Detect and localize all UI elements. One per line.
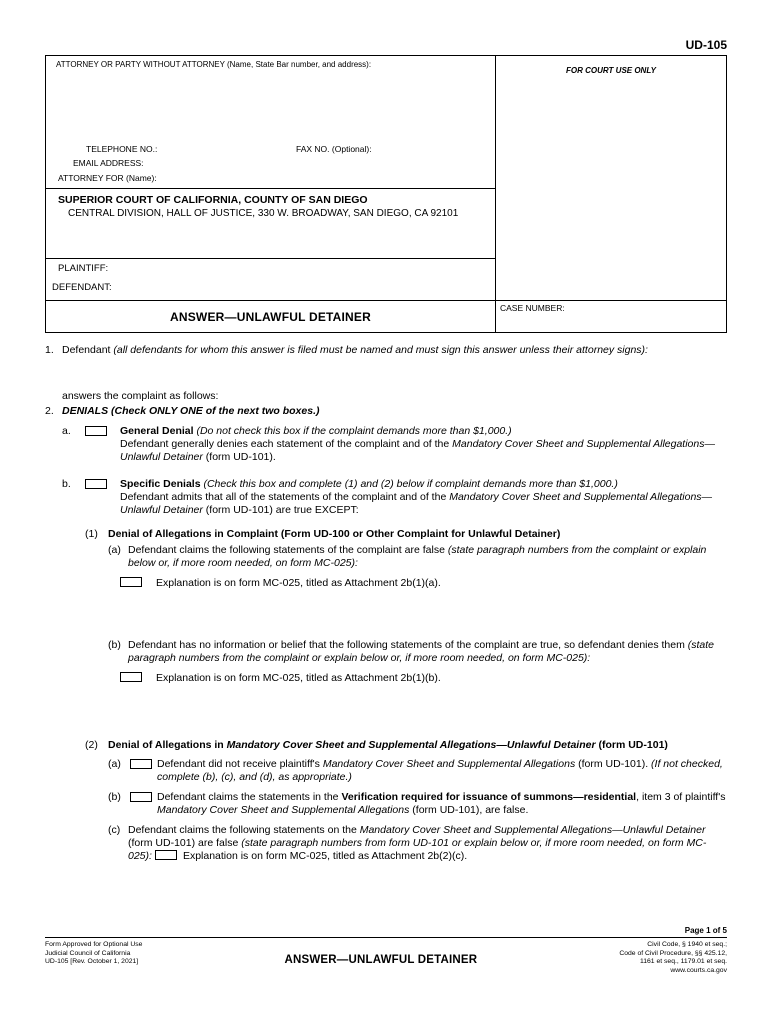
item-2b2a-row: [45, 758, 727, 784]
text-run: (form UD-101).: [202, 451, 276, 463]
item-1-number: 1.: [45, 344, 54, 356]
explanation-2b2c-checkbox[interactable]: [155, 850, 177, 860]
item-2b2-number: (2): [85, 739, 98, 751]
text-run: Defendant did not receive plaintiff's: [157, 758, 323, 770]
item-2b1a-text: [128, 544, 727, 570]
specific-denials-body: [120, 491, 727, 517]
form-footer: [45, 926, 727, 975]
checkbox-cell: [85, 425, 120, 440]
attorney-label: ATTORNEY OR PARTY WITHOUT ATTORNEY (Name, State Bar number, and address):: [56, 60, 372, 69]
item-1-follow: answers the complaint as follows:: [62, 390, 219, 402]
footer-form-title: ANSWER—UNLAWFUL DETAINER: [284, 954, 478, 966]
footer-approval-line: Judicial Council of California: [45, 949, 131, 957]
specific-denials-title: Specific Denials: [120, 478, 204, 490]
text-run: Defendant generally denies each statement of the complaint and of the: [120, 438, 453, 450]
item-1-follow-row: [45, 390, 727, 403]
case-number-cell: [496, 300, 726, 332]
item-2a-letter: a.: [62, 425, 71, 437]
footer-citation-line: 1161 et seq., 1179.01 et seq.: [639, 958, 727, 965]
item-2-number: 2.: [45, 405, 54, 417]
page-indicator: Page 1 of 5: [684, 926, 727, 935]
item-2b1a-explanation-row: [45, 577, 727, 590]
explanation-2b1b-label: Explanation is on form MC-025, titled as Attachment 2b(1)(b).: [156, 672, 441, 684]
item-2b2a-text: [157, 758, 727, 784]
attorney-for-row[interactable]: [46, 172, 495, 188]
specific-denials-checkbox[interactable]: [85, 479, 107, 489]
item-1-text: [62, 344, 727, 357]
item-2b1b-text: [128, 639, 727, 665]
court-name: SUPERIOR COURT OF CALIFORNIA, COUNTY OF SAN DIEGO: [58, 194, 368, 206]
footer-citation-line: Code of Civil Procedure, §§ 425.12,: [619, 949, 727, 957]
telephone-label: TELEPHONE NO.:: [86, 144, 158, 154]
text-run: Mandatory Cover Sheet and Supplemental Allegations—Unlawful Detainer: [120, 438, 715, 463]
text-run: (form UD-101): [595, 739, 668, 751]
item-2b1b-explanation-row: [45, 672, 727, 685]
item-2b1-heading: Denial of Allegations in Complaint (Form UD-100 or Other Complaint for Unlawful Detainer): [108, 528, 561, 540]
text-run: (all defendants for whom this answer is filed must be named and must sign this answer unless their attorney signs):: [113, 344, 648, 356]
footer-approval-block: [45, 941, 142, 975]
form-content: [45, 38, 727, 863]
text-run: , item 3 of plaintiff's: [636, 791, 726, 803]
text-run: Mandatory Cover Sheet and Supplemental Allegations—Unlawful Detainer: [226, 739, 596, 751]
item-2-heading-row: [45, 405, 727, 418]
text-run: Denial of Allegations in: [108, 739, 227, 751]
courts-website-text: www.courts.ca.gov: [670, 966, 727, 974]
court-info-section: [46, 188, 495, 258]
text-run: Mandatory Cover Sheet and Supplemental Allegations: [322, 758, 576, 770]
text-run: Verification required for issuance of summons—residential: [341, 791, 637, 803]
defendant-row: [46, 282, 495, 301]
text-run: Defendant has no information or belief that the following statements of the complaint are true, so defendant denies them: [128, 639, 688, 651]
item-2b2c-letter: (c): [108, 824, 121, 836]
party-section: [46, 258, 495, 300]
attorney-for-label: ATTORNEY FOR (Name):: [58, 173, 157, 183]
item-2b1-heading-row: [45, 528, 727, 541]
general-denial-title-line: [120, 425, 727, 438]
general-denial-text: [120, 425, 727, 464]
footer-columns: [45, 941, 727, 975]
item-2b2-heading-row: [45, 739, 727, 752]
item-2b1b-letter: (b): [108, 639, 121, 651]
footer-approval-line: UD-105 [Rev. October 1, 2021]: [45, 958, 139, 965]
text-run: Mandatory Cover Sheet and Supplemental Allegations—Unlawful Detainer: [359, 824, 706, 836]
text-run: (state paragraph numbers from the complaint or explain below or, if more room needed, on form MC-025):: [128, 544, 707, 569]
caption-box: [45, 55, 727, 333]
text-run: (form UD-101), are false.: [409, 804, 529, 816]
fax-label: FAX NO. (Optional):: [296, 144, 372, 154]
defendant-names-blank-field[interactable]: [45, 357, 727, 390]
text-run: Mandatory Cover Sheet and Supplemental Allegations—Unlawful Detainer: [120, 491, 713, 516]
footer-approval-line: Form Approved for Optional Use: [45, 941, 143, 948]
email-label: EMAIL ADDRESS:: [73, 158, 144, 168]
case-number-field[interactable]: [500, 313, 722, 329]
explanation-2b1a-checkbox[interactable]: [120, 577, 142, 587]
attorney-info-field[interactable]: [46, 56, 495, 141]
item-2b1a-row: [45, 544, 727, 570]
item-2b1-number: (1): [85, 528, 98, 540]
text-run: (Check ONLY ONE of the next two boxes.): [111, 405, 320, 417]
plaintiff-field[interactable]: [108, 263, 495, 282]
court-address: CENTRAL DIVISION, HALL OF JUSTICE, 330 W. BROADWAY, SAN DIEGO, CA 92101: [68, 208, 459, 219]
checkbox-cell: [130, 791, 157, 806]
item-2b-row: [45, 478, 727, 517]
checkbox-cell: [85, 478, 120, 493]
item-2b2b-text: [157, 791, 727, 817]
case-number-label: CASE NUMBER:: [500, 303, 565, 313]
item-1: [45, 344, 727, 357]
text-run: Defendant admits that all of the statements of the complaint and of the: [120, 491, 450, 503]
specific-denials-text: [120, 478, 727, 517]
text-run: Defendant claims the following statements of the complaint are false: [128, 544, 448, 556]
item-2b2c-text: [128, 824, 727, 863]
item-2b2a-letter: (a): [108, 758, 121, 770]
plaintiff-row: [46, 263, 495, 282]
text-run: (form UD-101) are true EXCEPT:: [202, 504, 359, 516]
text-run: (form UD-101) are false: [128, 837, 242, 849]
verification-false-checkbox[interactable]: [130, 792, 152, 802]
text-run: Defendant: [62, 344, 114, 356]
text-run: (If not checked, complete (b), (c), and (d), as appropriate.): [157, 758, 723, 783]
item-2a-row: [45, 425, 727, 464]
no-cover-sheet-checkbox[interactable]: [130, 759, 152, 769]
item-2b1b-row: [45, 639, 727, 665]
general-denial-body: [120, 438, 727, 464]
form-title: ANSWER—UNLAWFUL DETAINER: [46, 300, 495, 332]
telephone-row[interactable]: [46, 141, 495, 157]
explanation-2b2c-label: Explanation is on form MC-025, titled as Attachment 2b(2)(c).: [182, 850, 468, 862]
item-2b2b-row: [45, 791, 727, 817]
item-2b2-heading: [108, 739, 727, 752]
text-run: (Check this box and complete (1) and (2) below if complaint demands more than $1,000.): [203, 478, 618, 490]
item-2b1a-explanation: [120, 577, 727, 590]
item-2b-letter: b.: [62, 478, 71, 490]
explanation-2b1a-label: Explanation is on form MC-025, titled as Attachment 2b(1)(a).: [156, 577, 441, 589]
text-run: Mandatory Cover Sheet and Supplemental Allegations: [157, 804, 410, 816]
specific-denials-title-line: [120, 478, 727, 491]
text-run: (Do not check this box if the complaint demands more than $1,000.): [196, 425, 512, 437]
plaintiff-label: PLAINTIFF:: [58, 263, 109, 274]
caption-left-column: [46, 56, 496, 332]
email-row[interactable]: [46, 157, 495, 172]
item-2b2c-row: [45, 824, 727, 863]
explanation-2b1b-checkbox[interactable]: [120, 672, 142, 682]
text-run: (state paragraph numbers from the complaint or explain below or, if more room needed, on form MC-025):: [128, 639, 715, 664]
footer-citation-block: [619, 941, 727, 975]
denials-heading: [62, 405, 727, 418]
item-2b1a-letter: (a): [108, 544, 121, 556]
checkbox-cell: [130, 758, 157, 773]
footer-citation-line: Civil Code, § 1940 et seq.;: [647, 941, 727, 948]
defendant-field[interactable]: [112, 282, 495, 301]
item-2b1b-explanation: [120, 672, 727, 685]
caption-right-column: [496, 56, 726, 332]
text-run: (state paragraph numbers from form UD-101 or explain below or, if more room needed, on form MC-025):: [128, 837, 707, 862]
text-run: Defendant claims the following statements on the: [128, 824, 360, 836]
for-court-use-label: FOR COURT USE ONLY: [566, 66, 656, 75]
general-denial-checkbox[interactable]: [85, 426, 107, 436]
form-body: [45, 344, 727, 863]
defendant-label: DEFENDANT:: [52, 282, 112, 293]
footer-divider: [45, 937, 727, 938]
text-run: (form UD-101).: [575, 758, 652, 770]
form-number-label: UD-105: [685, 38, 727, 52]
general-denial-title: General Denial: [120, 425, 197, 437]
text-run: DENIALS: [62, 405, 112, 417]
item-2b2b-letter: (b): [108, 791, 121, 803]
text-run: Defendant claims the statements in the: [157, 791, 342, 803]
